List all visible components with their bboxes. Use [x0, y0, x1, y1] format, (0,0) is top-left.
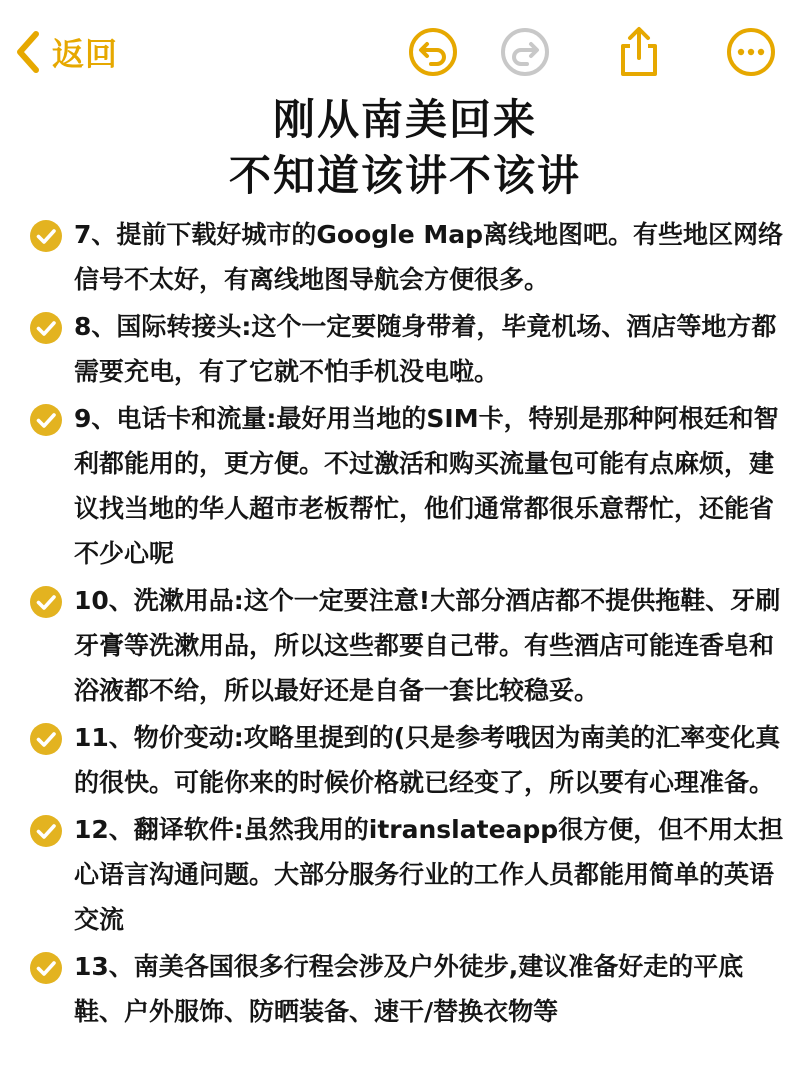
- undo-icon[interactable]: [407, 26, 459, 78]
- list-item-text: 11、物价变动:攻略里提到的(只是参考哦因为南美的汇率变化真的很快。可能你来的时候价格就已经变了，所以要有心理准备。: [74, 723, 781, 797]
- list-item: [30, 304, 792, 394]
- list-item: [30, 715, 792, 805]
- title-line-2: 不知道该讲不该讲: [228, 151, 581, 200]
- check-circle-icon: [30, 815, 62, 847]
- top-toolbar: [0, 0, 810, 100]
- redo-icon[interactable]: [499, 26, 551, 78]
- more-icon[interactable]: [725, 26, 777, 78]
- check-circle-icon: [30, 312, 62, 344]
- tips-list: [0, 212, 810, 1034]
- back-label: 返回: [52, 35, 119, 73]
- list-item-text: 10、洗漱用品:这个一定要注意!大部分酒店都不提供拖鞋、牙刷牙膏等洗漱用品，所以这些都要自己带。有些酒店可能连香皂和浴液都不给，所以最好还是自备一套比较稳妥。: [74, 586, 781, 705]
- check-circle-icon: [30, 586, 62, 618]
- list-item: [30, 807, 792, 942]
- list-item-text: 8、国际转接头:这个一定要随身带着，毕竟机场、酒店等地方都需要充电，有了它就不怕手机没电啦。: [74, 312, 777, 386]
- list-item: [30, 212, 792, 302]
- back-button[interactable]: [14, 28, 118, 76]
- list-item: [30, 396, 792, 576]
- list-item-text: 9、电话卡和流量:最好用当地的SIM卡，特别是那种阿根廷和智利都能用的，更方便。不过激活和购买流量包可能有点麻烦，建议找当地的华人超市老板帮忙，他们通常都很乐意帮忙，还能省不少心呢: [74, 404, 779, 568]
- page-title: [0, 92, 810, 204]
- list-item-text: 12、翻译软件:虽然我用的itranslateapp很方便，但不用太担心语言沟通问题。大部分服务行业的工作人员都能用简单的英语交流: [74, 815, 784, 934]
- list-item-text: 13、南美各国很多行程会涉及户外徒步,建议准备好走的平底鞋、户外服饰、防晒装备、速干/替换衣物等: [74, 952, 744, 1026]
- share-icon[interactable]: [613, 26, 665, 78]
- list-item: [30, 944, 792, 1034]
- chevron-left-icon: [14, 30, 42, 74]
- title-line-1: 刚从南美回来: [272, 95, 537, 144]
- check-circle-icon: [30, 952, 62, 984]
- list-item-text: 7、提前下载好城市的Google Map离线地图吧。有些地区网络信号不太好，有离线地图导航会方便很多。: [74, 220, 784, 294]
- check-circle-icon: [30, 220, 62, 252]
- check-circle-icon: [30, 723, 62, 755]
- check-circle-icon: [30, 404, 62, 436]
- list-item: [30, 578, 792, 713]
